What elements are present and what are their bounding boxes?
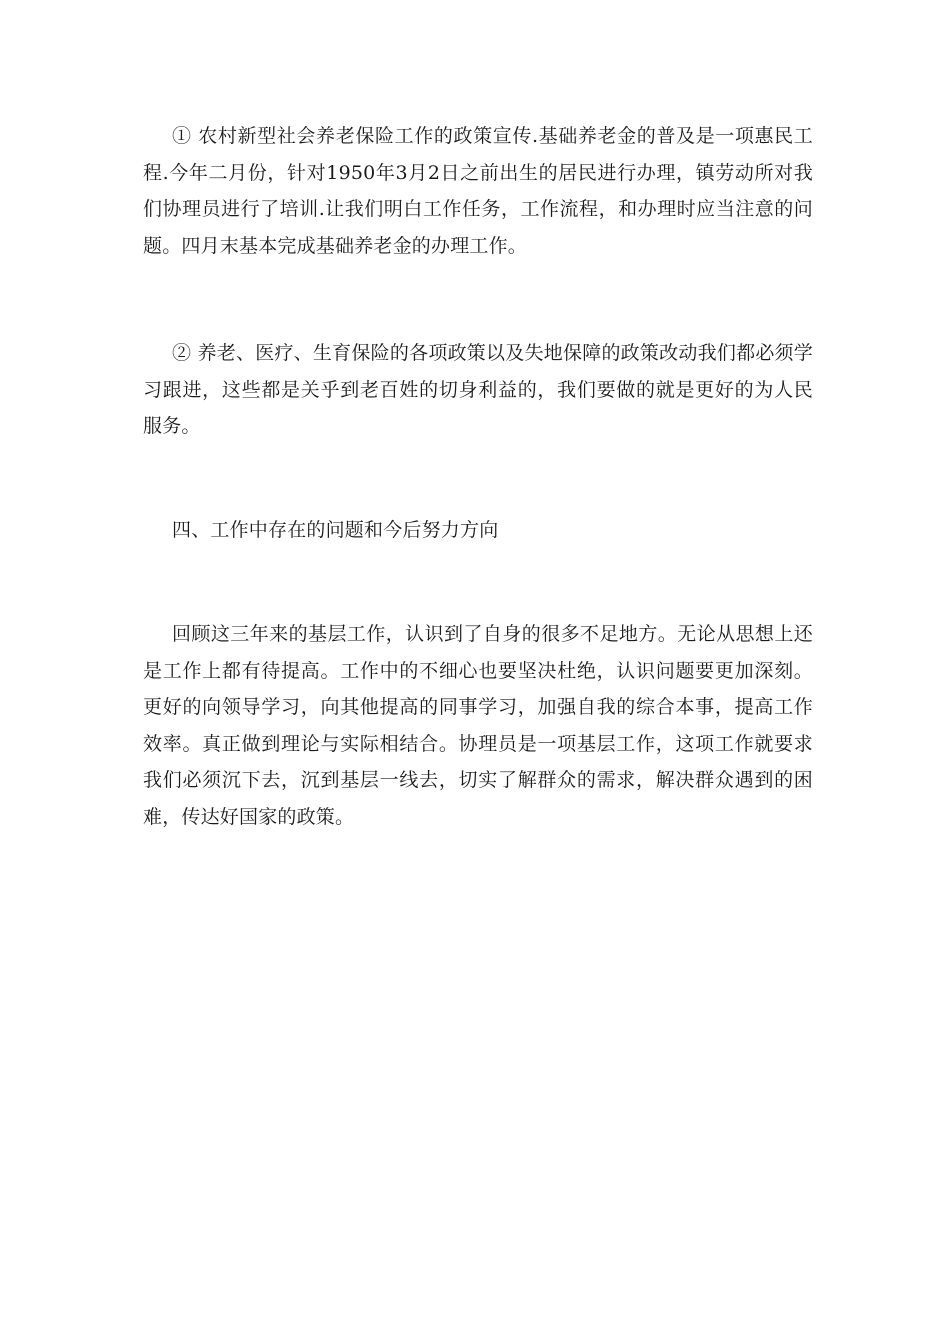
section-heading: 四、工作中存在的问题和今后努力方向 bbox=[172, 519, 499, 541]
paragraph-insurance-policy: ② 养老、医疗、生育保险的各项政策以及失地保障的政策改动我们都必须学习跟进，这些都是关乎到老百姓的切身利益的，我们要做的就是更好的为人民服务。 bbox=[143, 342, 813, 437]
paragraph-review: 回顾这三年来的基层工作，认识到了自身的很多不足地方。无论从思想上还是工作上都有待提高。工作中的不细心也要坚决杜绝，认识问题要更加深刻。更好的向领导学习，向其他提高的同事学习，加强自我的综合本事，提高工作效率。真正做到理论与实际相结合。协理员是一项基层工作，这项工作就要求我们必须沉下去，沉到基层一线去，切实了解群众的需求，解决群众遇到的困难，传达好国家的政策。 bbox=[143, 623, 813, 828]
paragraph-pension-policy: ① 农村新型社会养老保险工作的政策宣传.基础养老金的普及是一项惠民工程.今年二月份，针对1950年3月2日之前出生的居民进行办理，镇劳动所对我们协理员进行了培训.让我们明白工作任务，工作流程，和办理时应当注意的问题。四月末基本完成基础养老金的办理工作。 bbox=[143, 125, 813, 257]
